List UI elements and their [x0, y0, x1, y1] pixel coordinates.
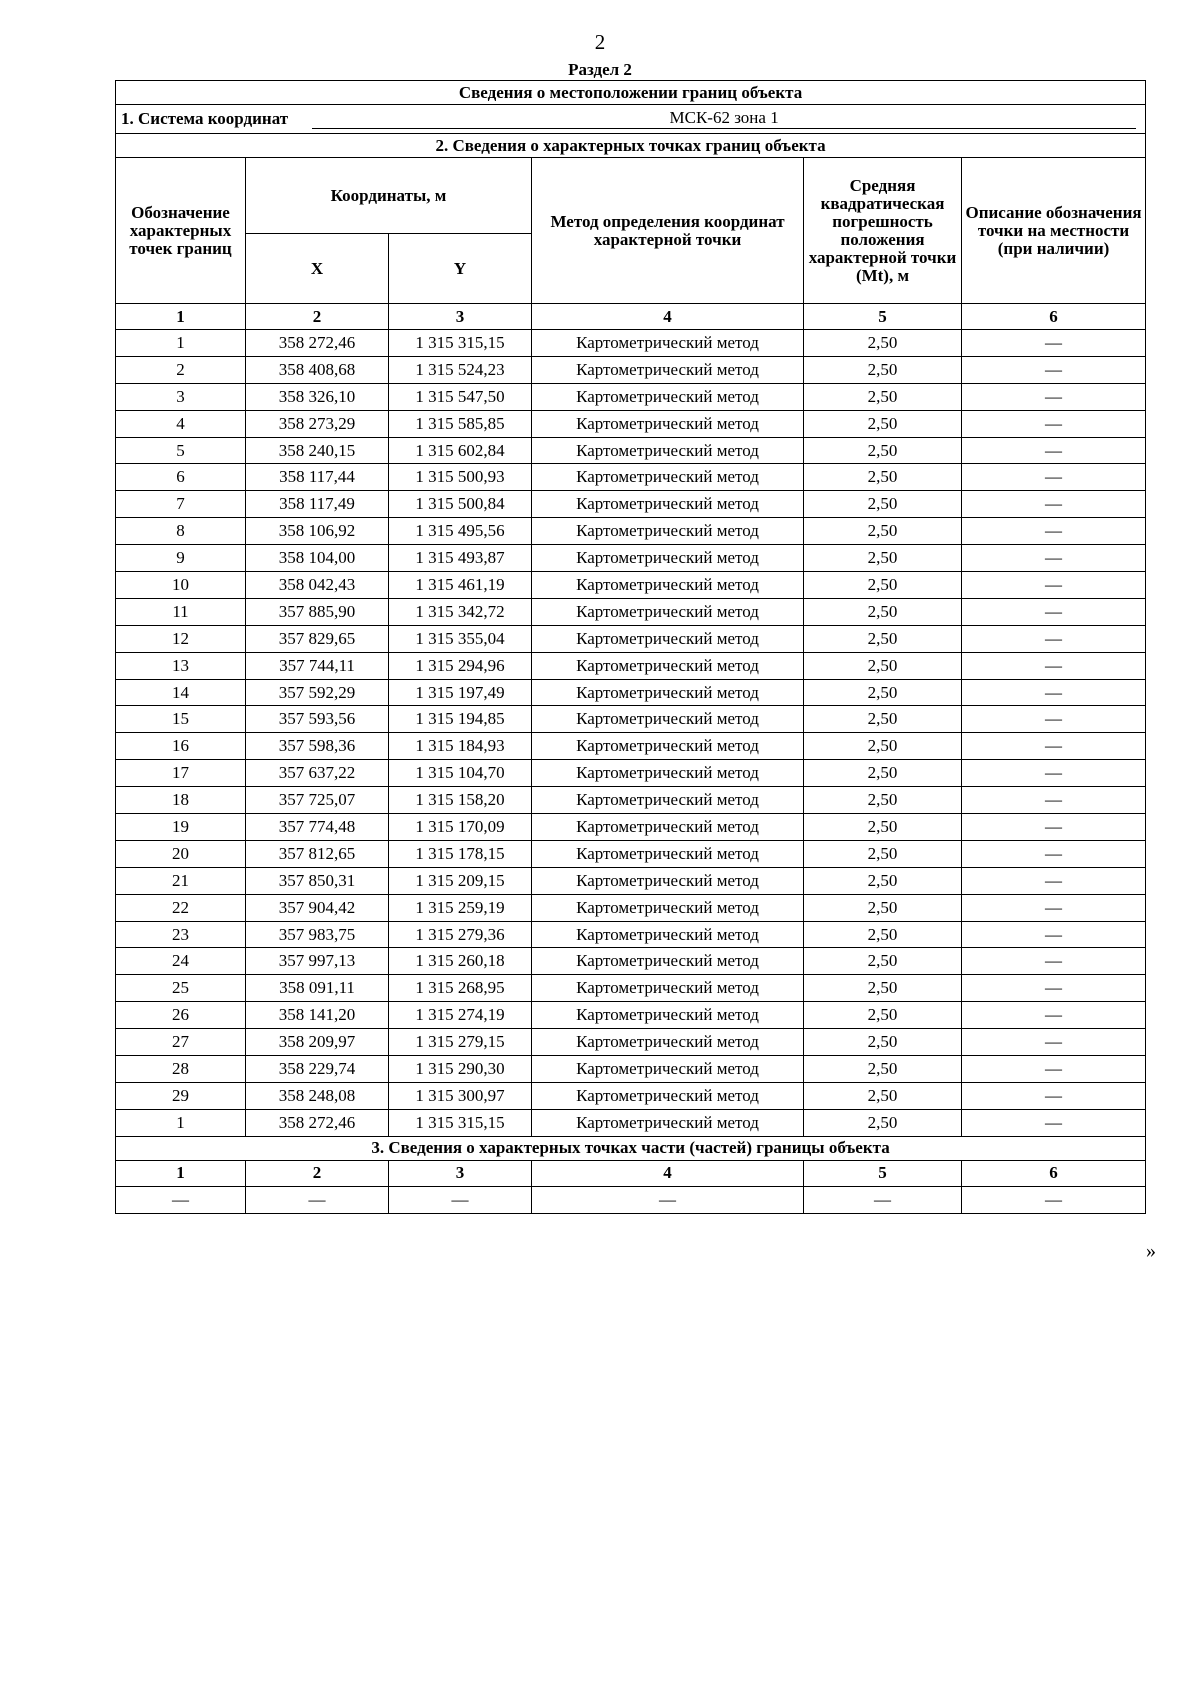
cell-col-2: 357 725,07 — [246, 787, 389, 814]
parts-table-row — [116, 1186, 1146, 1213]
table-row — [116, 437, 1146, 464]
cell-col-3: 1 315 461,19 — [389, 572, 532, 599]
closing-quote: » — [1146, 1240, 1156, 1262]
header-designation: Обозначение характерных точек границ — [116, 158, 246, 304]
cell-col-5: 2,50 — [804, 921, 962, 948]
cell-col-4: Картометрический метод — [532, 652, 804, 679]
cell-col-5: 2,50 — [804, 356, 962, 383]
cell-col-6: — — [962, 1056, 1146, 1083]
cell-col-6: — — [962, 840, 1146, 867]
cell-col-3: 1 315 170,09 — [389, 814, 532, 841]
cell-col-3: 1 315 315,15 — [389, 330, 532, 357]
cell-col-3: 1 315 294,96 — [389, 652, 532, 679]
cell-col-6: — — [962, 867, 1146, 894]
table-row — [116, 975, 1146, 1002]
table-row — [116, 733, 1146, 760]
cell-col-5: 2,50 — [804, 1029, 962, 1056]
parts-cell-col-5: — — [804, 1186, 962, 1213]
cell-col-2: 358 408,68 — [246, 356, 389, 383]
cell-col-4: Картометрический метод — [532, 975, 804, 1002]
cell-col-4: Картометрический метод — [532, 706, 804, 733]
table-row — [116, 383, 1146, 410]
cell-col-3: 1 315 524,23 — [389, 356, 532, 383]
table-row — [116, 1029, 1146, 1056]
parts-column-number-col-3: 3 — [389, 1160, 532, 1186]
table-row — [116, 706, 1146, 733]
cell-col-2: 357 983,75 — [246, 921, 389, 948]
cell-col-3: 1 315 197,49 — [389, 679, 532, 706]
cell-col-5: 2,50 — [804, 464, 962, 491]
table-row — [116, 545, 1146, 572]
cell-col-3: 1 315 300,97 — [389, 1082, 532, 1109]
cell-col-2: 358 326,10 — [246, 383, 389, 410]
cell-col-1: 4 — [116, 410, 246, 437]
parts-column-numbers-row — [116, 1160, 1146, 1186]
cell-col-5: 2,50 — [804, 518, 962, 545]
cell-col-6: — — [962, 894, 1146, 921]
cell-col-3: 1 315 268,95 — [389, 975, 532, 1002]
cell-col-5: 2,50 — [804, 383, 962, 410]
column-number-col-5: 5 — [804, 304, 962, 330]
cell-col-5: 2,50 — [804, 679, 962, 706]
table-row — [116, 679, 1146, 706]
table-row — [116, 356, 1146, 383]
cell-col-6: — — [962, 1109, 1146, 1136]
coord-system-cell — [116, 105, 1146, 134]
cell-col-5: 2,50 — [804, 545, 962, 572]
table-row — [116, 787, 1146, 814]
cell-col-6: — — [962, 787, 1146, 814]
cell-col-2: 357 593,56 — [246, 706, 389, 733]
cell-col-2: 357 744,11 — [246, 652, 389, 679]
table-title: Сведения о местоположении границ объекта — [116, 81, 1146, 105]
cell-col-5: 2,50 — [804, 733, 962, 760]
cell-col-1: 7 — [116, 491, 246, 518]
table-row — [116, 491, 1146, 518]
cell-col-3: 1 315 259,19 — [389, 894, 532, 921]
table-row — [116, 1109, 1146, 1136]
cell-col-2: 357 774,48 — [246, 814, 389, 841]
cell-col-4: Картометрический метод — [532, 545, 804, 572]
cell-col-1: 19 — [116, 814, 246, 841]
cell-col-2: 358 272,46 — [246, 1109, 389, 1136]
cell-col-2: 358 117,49 — [246, 491, 389, 518]
cell-col-2: 358 042,43 — [246, 572, 389, 599]
cell-col-3: 1 315 260,18 — [389, 948, 532, 975]
cell-col-6: — — [962, 921, 1146, 948]
cell-col-1: 11 — [116, 598, 246, 625]
column-numbers-row — [116, 304, 1146, 330]
table-row — [116, 894, 1146, 921]
cell-col-6: — — [962, 975, 1146, 1002]
cell-col-2: 358 117,44 — [246, 464, 389, 491]
cell-col-2: 357 637,22 — [246, 760, 389, 787]
table-row — [116, 867, 1146, 894]
cell-col-6: — — [962, 679, 1146, 706]
parts-cell-col-3: — — [389, 1186, 532, 1213]
cell-col-6: — — [962, 814, 1146, 841]
cell-col-4: Картометрический метод — [532, 921, 804, 948]
table-row — [116, 518, 1146, 545]
parts-cell-col-4: — — [532, 1186, 804, 1213]
cell-col-2: 357 829,65 — [246, 625, 389, 652]
cell-col-2: 358 209,97 — [246, 1029, 389, 1056]
cell-col-4: Картометрический метод — [532, 410, 804, 437]
cell-col-1: 23 — [116, 921, 246, 948]
cell-col-3: 1 315 493,87 — [389, 545, 532, 572]
parts-cell-col-2: — — [246, 1186, 389, 1213]
cell-col-2: 357 598,36 — [246, 733, 389, 760]
cell-col-1: 3 — [116, 383, 246, 410]
cell-col-3: 1 315 355,04 — [389, 625, 532, 652]
coord-system-value: МСК-62 зона 1 — [312, 109, 1136, 129]
cell-col-3: 1 315 585,85 — [389, 410, 532, 437]
parts-section-title: 3. Сведения о характерных точках части (частей) границы объекта — [116, 1136, 1146, 1160]
cell-col-5: 2,50 — [804, 814, 962, 841]
cell-col-1: 1 — [116, 330, 246, 357]
cell-col-5: 2,50 — [804, 437, 962, 464]
cell-col-1: 24 — [116, 948, 246, 975]
boundaries-table — [115, 80, 1146, 1214]
table-row — [116, 1082, 1146, 1109]
column-number-col-6: 6 — [962, 304, 1146, 330]
cell-col-1: 1 — [116, 1109, 246, 1136]
cell-col-5: 2,50 — [804, 410, 962, 437]
parts-column-number-col-5: 5 — [804, 1160, 962, 1186]
parts-cell-col-1: — — [116, 1186, 246, 1213]
cell-col-6: — — [962, 572, 1146, 599]
cell-col-4: Картометрический метод — [532, 1002, 804, 1029]
cell-col-3: 1 315 274,19 — [389, 1002, 532, 1029]
cell-col-6: — — [962, 1002, 1146, 1029]
cell-col-2: 357 812,65 — [246, 840, 389, 867]
cell-col-3: 1 315 104,70 — [389, 760, 532, 787]
cell-col-3: 1 315 158,20 — [389, 787, 532, 814]
cell-col-4: Картометрический метод — [532, 1109, 804, 1136]
cell-col-4: Картометрический метод — [532, 840, 804, 867]
cell-col-5: 2,50 — [804, 491, 962, 518]
table-row — [116, 572, 1146, 599]
cell-col-1: 12 — [116, 625, 246, 652]
cell-col-6: — — [962, 1029, 1146, 1056]
cell-col-5: 2,50 — [804, 1056, 962, 1083]
page-number: 2 — [594, 30, 606, 54]
cell-col-1: 25 — [116, 975, 246, 1002]
header-description: Описание обозначения точки на местности (при наличии) — [962, 158, 1146, 304]
cell-col-1: 17 — [116, 760, 246, 787]
cell-col-5: 2,50 — [804, 787, 962, 814]
cell-col-6: — — [962, 356, 1146, 383]
header-x: X — [246, 234, 389, 304]
cell-col-2: 357 850,31 — [246, 867, 389, 894]
header-error: Средняя квадратическая погрешность положения характерной точки (Mt), м — [804, 158, 962, 304]
cell-col-4: Картометрический метод — [532, 948, 804, 975]
cell-col-3: 1 315 602,84 — [389, 437, 532, 464]
cell-col-1: 8 — [116, 518, 246, 545]
parts-column-number-col-6: 6 — [962, 1160, 1146, 1186]
cell-col-5: 2,50 — [804, 975, 962, 1002]
cell-col-3: 1 315 209,15 — [389, 867, 532, 894]
cell-col-4: Картометрический метод — [532, 437, 804, 464]
table-row — [116, 410, 1146, 437]
cell-col-6: — — [962, 491, 1146, 518]
cell-col-4: Картометрический метод — [532, 814, 804, 841]
cell-col-2: 358 272,46 — [246, 330, 389, 357]
cell-col-4: Картометрический метод — [532, 679, 804, 706]
cell-col-6: — — [962, 652, 1146, 679]
header-y: Y — [389, 234, 532, 304]
table-row — [116, 814, 1146, 841]
cell-col-3: 1 315 279,36 — [389, 921, 532, 948]
cell-col-2: 357 592,29 — [246, 679, 389, 706]
parts-column-number-col-4: 4 — [532, 1160, 804, 1186]
cell-col-2: 358 248,08 — [246, 1082, 389, 1109]
cell-col-1: 13 — [116, 652, 246, 679]
cell-col-6: — — [962, 518, 1146, 545]
cell-col-3: 1 315 500,93 — [389, 464, 532, 491]
cell-col-4: Картометрический метод — [532, 733, 804, 760]
cell-col-1: 14 — [116, 679, 246, 706]
cell-col-5: 2,50 — [804, 572, 962, 599]
table-row — [116, 598, 1146, 625]
table-row — [116, 840, 1146, 867]
cell-col-3: 1 315 315,15 — [389, 1109, 532, 1136]
cell-col-1: 16 — [116, 733, 246, 760]
cell-col-6: — — [962, 706, 1146, 733]
cell-col-1: 27 — [116, 1029, 246, 1056]
cell-col-5: 2,50 — [804, 760, 962, 787]
table-row — [116, 921, 1146, 948]
header-method: Метод определения координат характерной точки — [532, 158, 804, 304]
points-section-title: 2. Сведения о характерных точках границ объекта — [116, 134, 1146, 158]
cell-col-5: 2,50 — [804, 840, 962, 867]
cell-col-2: 358 229,74 — [246, 1056, 389, 1083]
cell-col-2: 357 904,42 — [246, 894, 389, 921]
cell-col-4: Картометрический метод — [532, 572, 804, 599]
cell-col-2: 357 885,90 — [246, 598, 389, 625]
cell-col-4: Картометрический метод — [532, 787, 804, 814]
cell-col-1: 22 — [116, 894, 246, 921]
cell-col-3: 1 315 194,85 — [389, 706, 532, 733]
section-title: Раздел 2 — [568, 60, 632, 79]
cell-col-5: 2,50 — [804, 894, 962, 921]
cell-col-6: — — [962, 760, 1146, 787]
cell-col-1: 9 — [116, 545, 246, 572]
parts-column-number-col-2: 2 — [246, 1160, 389, 1186]
cell-col-4: Картометрический метод — [532, 356, 804, 383]
cell-col-4: Картометрический метод — [532, 491, 804, 518]
table-row — [116, 625, 1146, 652]
cell-col-2: 358 240,15 — [246, 437, 389, 464]
cell-col-6: — — [962, 598, 1146, 625]
cell-col-6: — — [962, 733, 1146, 760]
cell-col-3: 1 315 495,56 — [389, 518, 532, 545]
boundaries-table-frame — [115, 80, 1145, 1214]
cell-col-1: 10 — [116, 572, 246, 599]
cell-col-5: 2,50 — [804, 330, 962, 357]
table-row — [116, 760, 1146, 787]
cell-col-1: 5 — [116, 437, 246, 464]
cell-col-2: 357 997,13 — [246, 948, 389, 975]
cell-col-6: — — [962, 545, 1146, 572]
cell-col-4: Картометрический метод — [532, 464, 804, 491]
cell-col-1: 18 — [116, 787, 246, 814]
cell-col-2: 358 141,20 — [246, 1002, 389, 1029]
cell-col-3: 1 315 547,50 — [389, 383, 532, 410]
cell-col-6: — — [962, 410, 1146, 437]
cell-col-1: 6 — [116, 464, 246, 491]
cell-col-6: — — [962, 464, 1146, 491]
table-row — [116, 1002, 1146, 1029]
coord-system-label: 1. Система координат — [121, 109, 289, 128]
cell-col-6: — — [962, 1082, 1146, 1109]
cell-col-1: 2 — [116, 356, 246, 383]
cell-col-3: 1 315 290,30 — [389, 1056, 532, 1083]
cell-col-1: 20 — [116, 840, 246, 867]
cell-col-3: 1 315 178,15 — [389, 840, 532, 867]
parts-cell-col-6: — — [962, 1186, 1146, 1213]
table-row — [116, 652, 1146, 679]
cell-col-5: 2,50 — [804, 1002, 962, 1029]
column-number-col-3: 3 — [389, 304, 532, 330]
cell-col-1: 29 — [116, 1082, 246, 1109]
cell-col-4: Картометрический метод — [532, 760, 804, 787]
cell-col-4: Картометрический метод — [532, 1082, 804, 1109]
table-row — [116, 330, 1146, 357]
cell-col-4: Картометрический метод — [532, 383, 804, 410]
header-coordinates: Координаты, м — [246, 158, 532, 234]
cell-col-4: Картометрический метод — [532, 1056, 804, 1083]
cell-col-3: 1 315 279,15 — [389, 1029, 532, 1056]
cell-col-5: 2,50 — [804, 652, 962, 679]
column-number-col-4: 4 — [532, 304, 804, 330]
cell-col-5: 2,50 — [804, 706, 962, 733]
cell-col-1: 15 — [116, 706, 246, 733]
cell-col-5: 2,50 — [804, 598, 962, 625]
table-row — [116, 464, 1146, 491]
cell-col-5: 2,50 — [804, 1109, 962, 1136]
cell-col-4: Картометрический метод — [532, 330, 804, 357]
cell-col-5: 2,50 — [804, 625, 962, 652]
cell-col-6: — — [962, 437, 1146, 464]
cell-col-6: — — [962, 330, 1146, 357]
cell-col-5: 2,50 — [804, 948, 962, 975]
cell-col-2: 358 106,92 — [246, 518, 389, 545]
cell-col-5: 2,50 — [804, 867, 962, 894]
cell-col-4: Картометрический метод — [532, 518, 804, 545]
cell-col-2: 358 273,29 — [246, 410, 389, 437]
cell-col-1: 28 — [116, 1056, 246, 1083]
cell-col-4: Картометрический метод — [532, 867, 804, 894]
cell-col-6: — — [962, 625, 1146, 652]
cell-col-4: Картометрический метод — [532, 625, 804, 652]
cell-col-3: 1 315 500,84 — [389, 491, 532, 518]
cell-col-2: 358 091,11 — [246, 975, 389, 1002]
cell-col-5: 2,50 — [804, 1082, 962, 1109]
cell-col-3: 1 315 184,93 — [389, 733, 532, 760]
cell-col-6: — — [962, 383, 1146, 410]
parts-column-number-col-1: 1 — [116, 1160, 246, 1186]
cell-col-4: Картометрический метод — [532, 1029, 804, 1056]
table-row — [116, 948, 1146, 975]
cell-col-4: Картометрический метод — [532, 894, 804, 921]
cell-col-1: 26 — [116, 1002, 246, 1029]
cell-col-6: — — [962, 948, 1146, 975]
cell-col-4: Картометрический метод — [532, 598, 804, 625]
column-number-col-2: 2 — [246, 304, 389, 330]
column-number-col-1: 1 — [116, 304, 246, 330]
cell-col-2: 358 104,00 — [246, 545, 389, 572]
cell-col-1: 21 — [116, 867, 246, 894]
table-row — [116, 1056, 1146, 1083]
cell-col-3: 1 315 342,72 — [389, 598, 532, 625]
